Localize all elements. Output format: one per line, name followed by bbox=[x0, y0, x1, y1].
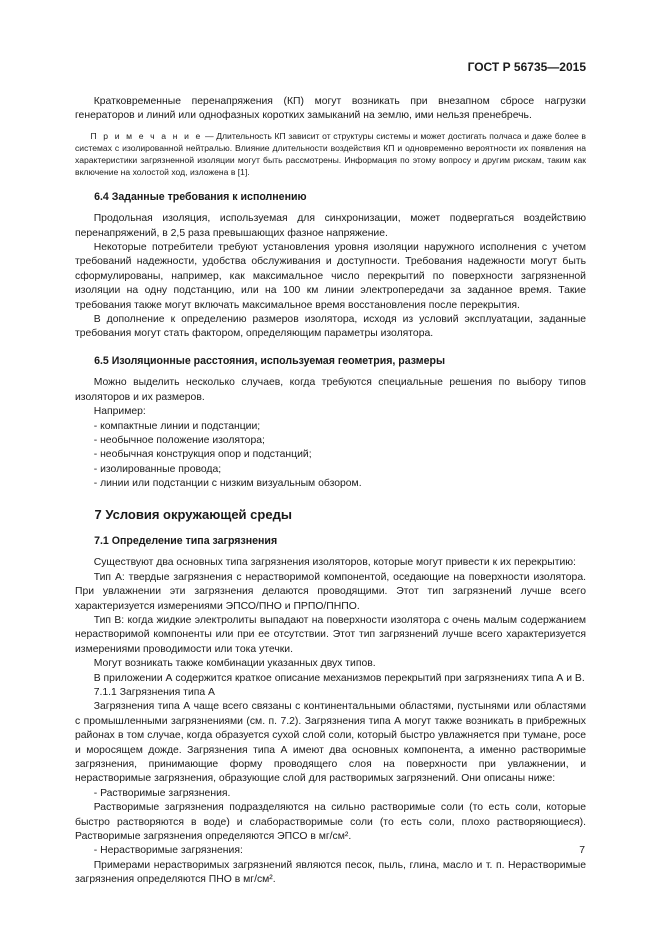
list-item: - Растворимые загрязнения. bbox=[93, 787, 231, 799]
note bbox=[75, 130, 586, 178]
list-item: - необычное положение изолятора; bbox=[93, 434, 265, 446]
paragraph: Можно выделить несколько случаев, когда требуются специальные решения по выбору типов изоляторов и их размеров. bbox=[75, 377, 586, 403]
list-item: - изолированные провода; bbox=[93, 463, 222, 475]
document-body bbox=[75, 95, 586, 888]
paragraph: Загрязнения типа А чаще всего связаны с континентальными областями, пустынями или областями с промышленными загрязнениями (см. п. 7.2). Загрязнения типа А могут также возникать в прибрежных районах в том случае, когда образуется сухой слой соли, который быстро увлажняется при тумане, росе и моросящем дожде. Загрязнения типа А имеют два основных компонента, а именно растворимые загрязнения, принимающие форму проводящего слоя на поверхности при увлажнении, и нерастворимые загрязнения, образующие слой для растворимых загрязнений. Они описаны ниже: bbox=[75, 701, 586, 785]
paragraph: В дополнение к определению размеров изолятора, исходя из условий эксплуатации, заданные требования могут стать фактором, определяющим параметры изолятора. bbox=[75, 314, 586, 340]
list-item: - линии или подстанции с низким визуальным обзором. bbox=[93, 478, 362, 490]
list-item: - Нерастворимые загрязнения: bbox=[93, 845, 243, 857]
paragraph: В приложении А содержится краткое описание механизмов перекрытий при загрязнениях типа А и В. bbox=[93, 672, 585, 684]
paragraph: Могут возникать также комбинации указанных двух типов. bbox=[93, 658, 376, 670]
page-number: 7 bbox=[579, 845, 585, 856]
paragraph: Тип В: когда жидкие электролиты выпадают на поверхности изолятора с очень малым содержанием нерастворимой компоненты или при ее отсутствии. Этот тип загрязнений лучше всего характеризуется измерениями проводимости или тока утечки. bbox=[75, 614, 586, 655]
paragraph: Кратковременные перенапряжения (КП) могут возникать при внезапном сбросе нагрузки генераторов и линий или однофазных коротких замыканий на землю, ими нельзя пренебречь. bbox=[75, 96, 586, 122]
section-heading-7-1: 7.1 Определение типа загрязнения bbox=[94, 534, 278, 547]
paragraph: Существуют два основных типа загрязнения изоляторов, которые могут привести к их перекрытию: bbox=[93, 557, 576, 569]
section-heading-6-5: 6.5 Изоляционные расстояния, используемая геометрия, размеры bbox=[94, 354, 446, 367]
section-heading-7: 7 Условия окружающей среды bbox=[94, 506, 292, 522]
paragraph: Например: bbox=[93, 406, 146, 418]
paragraph: Растворимые загрязнения подразделяются на сильно растворимые соли (то есть соли, которые быстро растворяются в воде) и слаборастворимые соли (то есть соли, плохо растворяющиеся). Растворимые загрязнения определяются ЭПСО в мг/см². bbox=[75, 802, 586, 843]
list-item: - компактные линии и подстанции; bbox=[93, 420, 261, 432]
document-standard-number: ГОСТ Р 56735—2015 bbox=[467, 60, 586, 74]
paragraph: Примерами нерастворимых загрязнений являются песок, пыль, глина, масло и т. п. Нерастворимые загрязнения определяются ПНО в мг/см². bbox=[75, 859, 586, 886]
section-heading-6-4: 6.4 Заданные требования к исполнению bbox=[94, 190, 307, 203]
note-label: П р и м е ч а н и е bbox=[90, 130, 203, 141]
subsection-heading-7-1-1: 7.1.1 Загрязнения типа А bbox=[93, 687, 215, 698]
list-item: - необычная конструкция опор и подстанций; bbox=[93, 449, 312, 461]
paragraph: Некоторые потребители требуют установления уровня изоляции наружного исполнения с учетом требований надежности, удобства обслуживания и доступности. Требования надежности могут быть сформулированы, например, как максимальное число перекрытий по поверхности загрязненной изоляции на одну подстанцию, или на 100 км линии электропередачи за заданное время. Такие требования также могут включать максимальное время восстановления после перекрытия. bbox=[75, 242, 586, 311]
note-text: — Длительность КП зависит от структуры системы и может достигать полчаса и даже более в системах с изолированной нейтралью. Влияние длительности воздействия КП и одновременно вероятности их появления на характеристики загрязненной изоляции могут быть рассмотрены. Информация по этому вопросу и другим рискам, таким как включение на холостой ход, изложена в [1]. bbox=[75, 130, 586, 177]
paragraph: Тип А: твердые загрязнения с нерастворимой компонентой, оседающие на поверхности изолятора. При увлажнении эти загрязнения делаются проводящими. Этот тип загрязнений лучше всего характеризуется измерениями ЭПСО/ПНО и ПРПО/ПНПО. bbox=[75, 571, 586, 612]
paragraph: Продольная изоляция, используемая для синхронизации, может подвергаться воздействию перенапряжений, в 2,5 раза превышающих фазное напряжение. bbox=[75, 213, 586, 239]
